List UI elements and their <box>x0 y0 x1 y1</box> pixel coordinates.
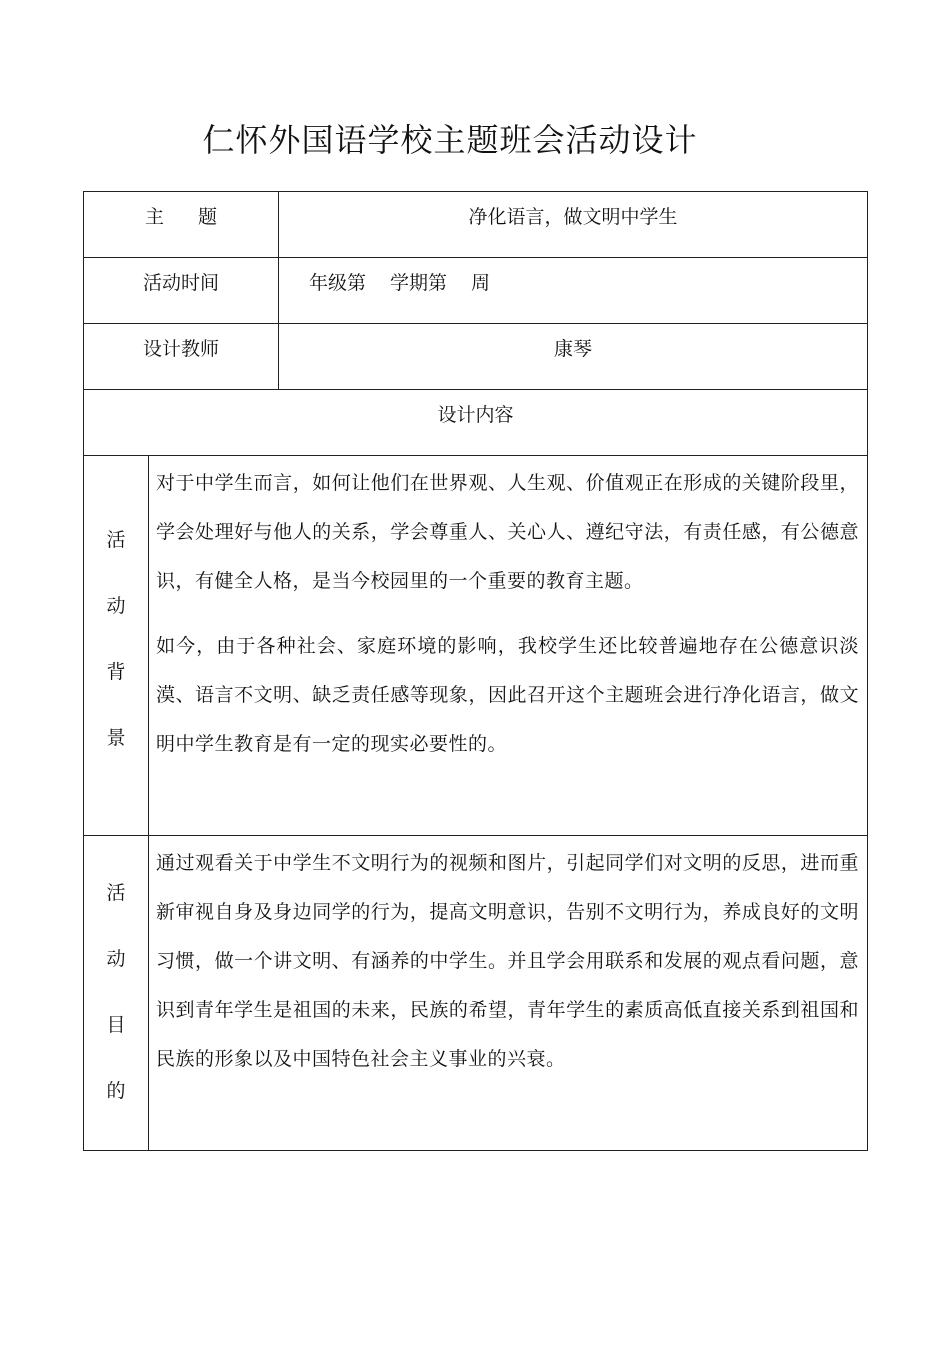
time-label: 活动时间 <box>84 258 279 324</box>
purpose-paragraph-1: 通过观看关于中学生不文明行为的视频和图片，引起同学们对文明的反思，进而重新审视自身及身边同学的行为，提高文明意识，告别不文明行为，养成良好的文明习惯，做一个讲文明、有涵养的中学生。并且学会用联系和发展的观点看问题，意识到青年学生是祖国的未来，民族的希望，青年学生的素质高低直接关系到祖国和民族的形象以及中国特色社会主义事业的兴衰。 <box>156 852 859 1070</box>
time-row <box>84 258 868 324</box>
time-grade: 年级第 <box>309 272 367 294</box>
teacher-value: 康琴 <box>279 324 868 390</box>
theme-value: 净化语言，做文明中学生 <box>279 192 868 258</box>
background-side-char: 景 <box>106 727 126 749</box>
background-content <box>149 456 868 836</box>
theme-label <box>84 192 279 258</box>
time-value <box>279 258 868 324</box>
purpose-side-char: 的 <box>106 1080 126 1102</box>
page-title: 仁怀外国语学校主题班会活动设计 <box>202 121 698 159</box>
purpose-side-char: 目 <box>106 1014 126 1036</box>
purpose-row <box>84 836 868 1151</box>
background-side-char: 活 <box>106 529 126 551</box>
teacher-label: 设计教师 <box>84 324 279 390</box>
purpose-side-label <box>84 836 149 1151</box>
theme-label-char-1: 主 <box>144 206 164 228</box>
time-semester: 学期第 <box>390 272 448 294</box>
time-week: 周 <box>471 272 491 294</box>
activity-design-form <box>83 191 868 1151</box>
content-header: 设计内容 <box>84 390 868 456</box>
background-paragraph-2: 如今，由于各种社会、家庭环境的影响，我校学生还比较普遍地存在公德意识淡漠、语言不文明、缺乏责任感等现象，因此召开这个主题班会进行净化语言，做文明中学生教育是有一定的现实必要性的。 <box>156 635 859 755</box>
content-header-row <box>84 390 868 456</box>
teacher-row <box>84 324 868 390</box>
purpose-side-char: 活 <box>106 882 126 904</box>
theme-label-char-2: 题 <box>198 206 218 228</box>
background-side-char: 背 <box>106 661 126 683</box>
background-side-char: 动 <box>106 595 126 617</box>
background-row <box>84 456 868 836</box>
purpose-content <box>149 836 868 1151</box>
theme-row <box>84 192 868 258</box>
purpose-side-char: 动 <box>106 948 126 970</box>
background-paragraph-1: 对于中学生而言，如何让他们在世界观、人生观、价值观正在形成的关键阶段里，学会处理好与他人的关系，学会尊重人、关心人、遵纪守法，有责任感，有公德意识，有健全人格，是当今校园里的一个重要的教育主题。 <box>156 472 859 592</box>
background-side-label <box>84 456 149 836</box>
